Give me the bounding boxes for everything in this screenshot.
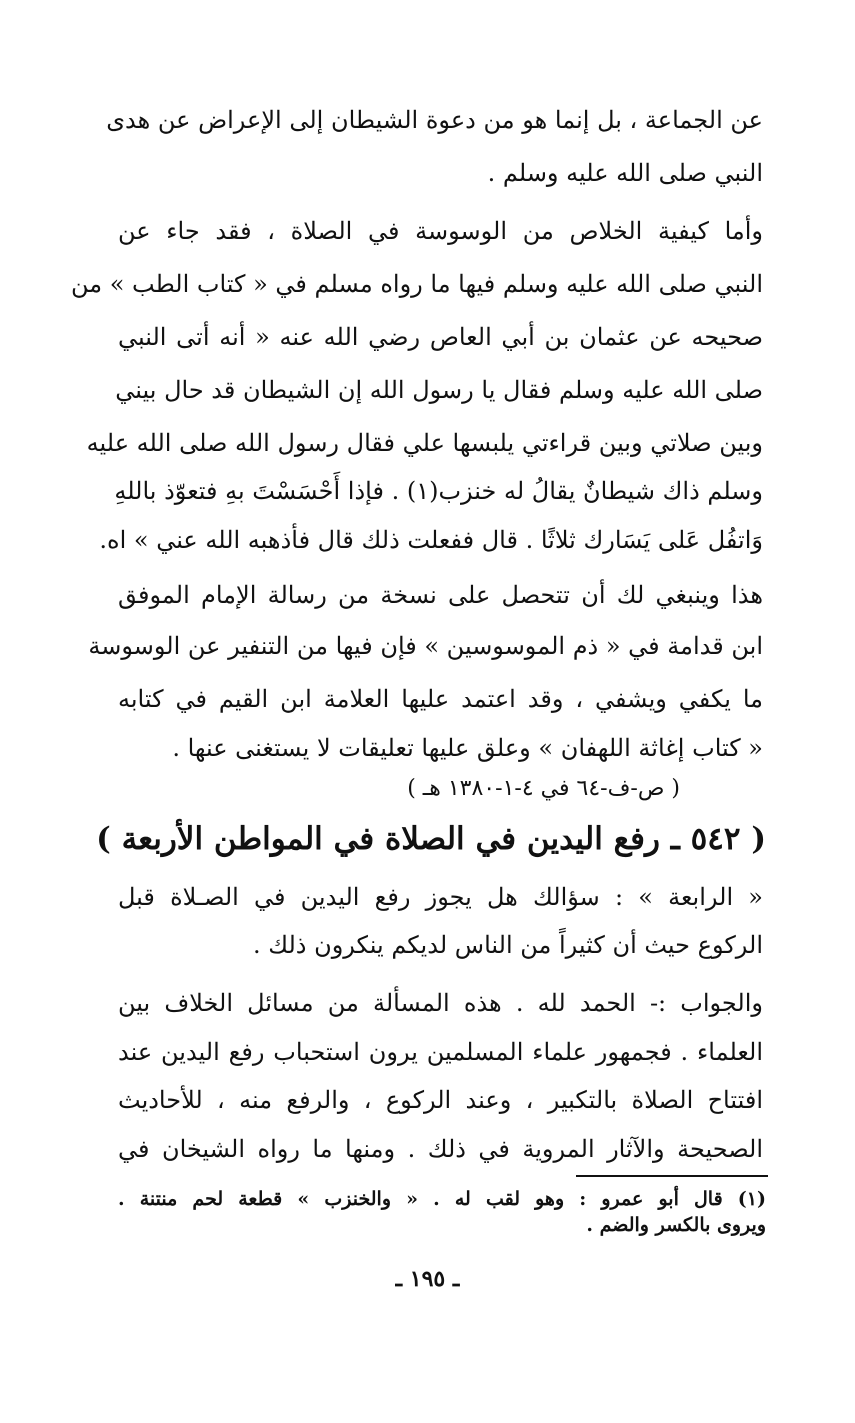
page-number: ـ ١٩٥ ـ <box>395 1266 460 1292</box>
answer-line-3: افتتاح الصلاة بالتكبير ، وعند الركوع ، والرفع منه ، للأحاديث <box>118 1086 763 1114</box>
body-line-5: صحيحه عن عثمان بن أبي العاص رضي الله عنه « أنه أتى النبي <box>118 323 763 351</box>
source-reference: ( ص-ف-٦٤ في ٤-١-١٣٨٠ هـ ) <box>407 776 680 801</box>
footnote-line-2: ويروى بالكسر والضم . <box>586 1214 766 1236</box>
answer-line-4: الصحيحة والآثار المروية في ذلك . ومنها ما رواه الشيخان في <box>118 1135 763 1163</box>
question-line-1: « الرابعة » : سؤالك هل يجوز رفع اليدين في الصـلاة قبل <box>118 883 763 911</box>
section-heading: ( ٥٤٢ ـ رفع اليدين في الصلاة في المواطن الأربعة ) <box>96 821 766 857</box>
body-line-8: وسلم ذاك شيطانٌ يقالُ له خنزب(١) . فإذا أَحْسَسْتَ بهِ فتعوّذ باللهِ <box>114 477 763 505</box>
footnote-separator <box>576 1175 768 1177</box>
body-line-6: صلى الله عليه وسلم فقال يا رسول الله إن الشيطان قد حال بيني <box>115 376 763 404</box>
body-line-7: وبين صلاتي وبين قراءتي يلبسها علي فقال رسول الله صلى الله عليه <box>86 429 763 457</box>
answer-line-1: والجواب :- الحمد لله . هذه المسألة من مسائل الخلاف بين <box>118 989 763 1017</box>
body-line-12: ما يكفي ويشفي ، وقد اعتمد عليها العلامة ابن القيم في كتابه <box>118 685 763 713</box>
body-line-4: النبي صلى الله عليه وسلم فيها ما رواه مسلم في « كتاب الطب » من <box>70 270 763 298</box>
footnote-line-1: (١) قال أبو عمرو : وهو لقب له . « والخنزب » قطعة لحم منتنة . <box>118 1188 766 1210</box>
body-line-10: هذا وينبغي لك أن تتحصل على نسخة من رسالة الإمام الموفق <box>118 581 763 609</box>
answer-line-2: العلماء . فجمهور علماء المسلمين يرون استحباب رفع اليدين عند <box>118 1038 763 1066</box>
body-line-3: وأما كيفية الخلاص من الوسوسة في الصلاة ، فقد جاء عن <box>118 217 763 245</box>
body-line-13: « كتاب إغاثة اللهفان » وعلق عليها تعليقات لا يستغنى عنها . <box>172 734 763 762</box>
body-line-11: ابن قدامة في « ذم الموسوسين » فإن فيها من التنفير عن الوسوسة <box>88 632 763 660</box>
body-line-2: النبي صلى الله عليه وسلم . <box>487 159 763 187</box>
body-line-9: وَاتفُل عَلى يَسَارك ثلاثًا . قال ففعلت ذلك قال فأذهبه الله عني » اه. <box>99 526 763 554</box>
question-line-2: الركوع حيث أن كثيراً من الناس لديكم ينكرون ذلك . <box>252 931 763 959</box>
body-line-1: عن الجماعة ، بل إنما هو من دعوة الشيطان إلى الإعراض عن هدى <box>106 106 763 134</box>
